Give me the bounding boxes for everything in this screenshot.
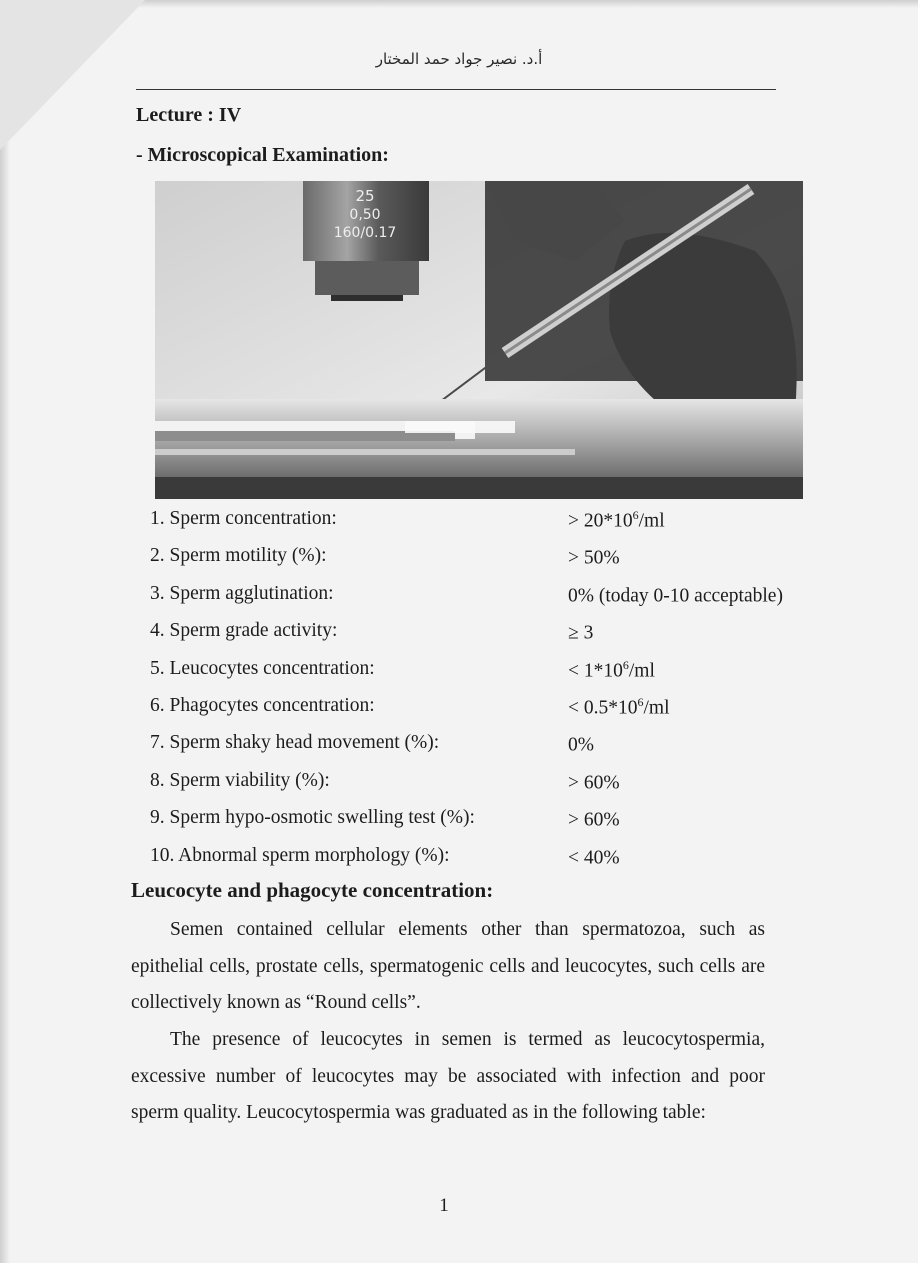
param-label: 5. Leucocytes concentration: [150,657,375,679]
list-item [150,770,830,807]
param-label: 6. Phagocytes concentration: [150,694,375,716]
microscope-photo [155,181,803,499]
param-label: 10. Abnormal sperm morphology (%): [150,844,450,866]
param-value: > 50% [568,547,620,569]
param-label: 7. Sperm shaky head movement (%): [150,732,440,754]
page-edge-left [0,0,10,1263]
list-item [150,695,830,732]
param-label: 8. Sperm viability (%): [150,769,330,791]
normal-values-list [150,508,830,882]
paragraph-round-cells: Semen contained cellular elements other than spermatozoa, such as epithelial cells, prostate cells, spermatogenic cells and leucocytes, such cells are collectively known as “Round cells”. [131,919,765,1013]
param-value: > 60% [568,809,620,831]
param-value: ≥ 3 [568,622,594,644]
list-item [150,620,830,657]
list-item [150,545,830,582]
list-item [150,807,830,844]
param-value: > $20*10^6/ml$ [568,508,665,532]
param-value: < $0.5*10^6/ml$ [568,694,670,719]
param-value: 0% [568,734,594,756]
param-value: > 60% [568,772,620,794]
lecture-title: Lecture : IV [136,104,242,126]
header-rule [136,89,776,90]
param-value: 0% (today 0-10 acceptable) [568,585,783,607]
list-item [150,732,830,769]
param-value: < $1*10^6/ml$ [568,657,655,682]
paragraph-leucocytospermia: The presence of leucocytes in semen is termed as leucocytospermia, excessive number of leucocytes may be associated with infection and poor sperm quality. Leucocytospermia was graduated as in the following table: [131,1029,765,1123]
section-title: - Microscopical Examination: [136,144,389,166]
folded-corner [0,0,145,150]
list-item [150,583,830,620]
list-item [150,658,830,695]
param-label: 4. Sperm grade activity: [150,620,338,642]
param-label: 3. Sperm agglutination: [150,582,334,604]
objective-label-3: 160/0.17 [333,225,397,241]
objective-label-2: 0,50 [349,207,381,223]
objective-label-1: 25 [355,187,375,205]
author-header: أ.د. نصير جواد حمد المختار [375,50,543,68]
param-label: 2. Sperm motility (%): [150,545,327,567]
page-number: 1 [439,1195,449,1216]
list-item [150,845,830,882]
list-item [150,508,830,545]
param-label: 1. Sperm concentration: [150,508,337,529]
section-heading-leucocyte: Leucocyte and phagocyte concentration: [131,878,494,902]
param-label: 9. Sperm hypo-osmotic swelling test (%): [150,807,475,829]
param-value: < 40% [568,847,620,869]
